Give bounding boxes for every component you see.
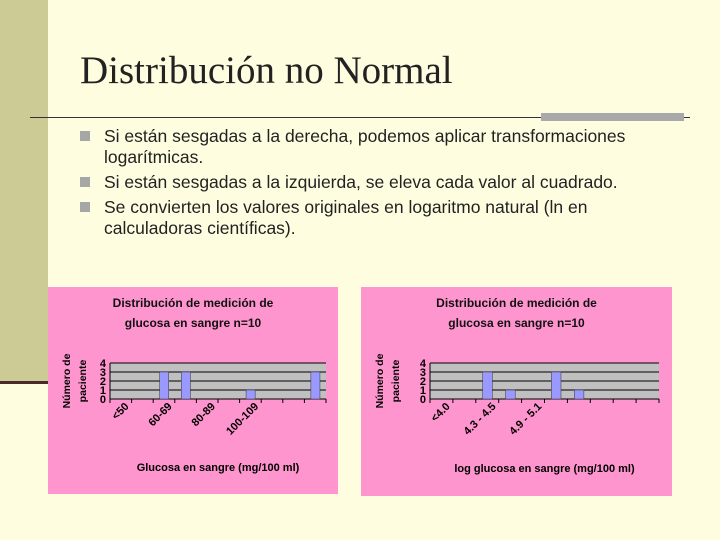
bullet-item (80, 197, 680, 239)
bullet-text: Si están sesgadas a la derecha, podemos aplicar transformaciones logarítmicas. (104, 126, 626, 167)
y-axis-title: Número de (61, 353, 73, 409)
bullet-item (80, 126, 680, 168)
y-tick-label: 4 (99, 358, 106, 370)
x-tick-label: 80-89 (189, 400, 218, 430)
bar-chart-glucose (48, 287, 338, 494)
y-tick-label: 4 (419, 358, 426, 370)
y-tick-label: 0 (419, 394, 426, 406)
bar (246, 390, 255, 399)
y-tick-label: 3 (419, 367, 426, 379)
bar (181, 372, 190, 399)
x-axis-title: Glucosa en sangre (mg/100 ml) (136, 462, 300, 474)
x-tick-label: 100-109 (224, 400, 262, 438)
title-accent-bar (541, 113, 684, 121)
x-tick-label: 4.9 - 5.1 (507, 400, 545, 438)
bullet-text: Si están sesgadas a la izquierda, se eleva cada valor al cuadrado. (104, 172, 618, 192)
y-tick-label: 2 (99, 376, 106, 388)
sidebar-accent (0, 0, 48, 383)
y-tick-label: 3 (99, 367, 106, 379)
square-bullet-icon (80, 177, 90, 187)
x-tick-label: 4.3 - 4.5 (461, 400, 499, 438)
bar-chart-log-glucose (361, 287, 672, 496)
square-bullet-icon (80, 131, 90, 141)
x-axis-title: log glucosa en sangre (mg/100 ml) (454, 463, 635, 475)
chart-title-line: Distribución de medición de (112, 296, 274, 310)
bar (160, 372, 169, 399)
bullet-text: Se convierten los valores originales en logaritmo natural (ln en calculadoras científicas). (104, 197, 588, 238)
sidebar-divider (0, 381, 48, 384)
chart-panel-log-glucose (361, 287, 672, 496)
chart-panel-glucose (48, 287, 338, 494)
bar (506, 390, 516, 399)
y-axis-title: paciente (390, 359, 402, 403)
y-axis-title: paciente (77, 359, 89, 403)
bullet-item (80, 172, 680, 193)
slide-title: Distribución no Normal (80, 49, 453, 92)
square-bullet-icon (80, 202, 90, 212)
y-tick-label: 1 (419, 385, 426, 397)
chart-title-line: glucosa en sangre n=10 (448, 316, 585, 330)
bar (574, 390, 584, 399)
y-tick-label: 1 (99, 385, 106, 397)
bullet-list (80, 126, 680, 243)
chart-title-line: Distribución de medición de (436, 296, 597, 310)
bar (551, 372, 561, 399)
x-tick-label: <50 (109, 400, 132, 423)
y-axis-title: Número de (374, 353, 386, 409)
x-tick-label: <4.0 (428, 400, 453, 425)
x-tick-label: 60-69 (146, 400, 175, 430)
y-tick-label: 0 (99, 394, 106, 406)
bar (311, 372, 320, 399)
bar (483, 372, 493, 399)
chart-title-line: glucosa en sangre n=10 (124, 316, 262, 330)
y-tick-label: 2 (419, 376, 426, 388)
